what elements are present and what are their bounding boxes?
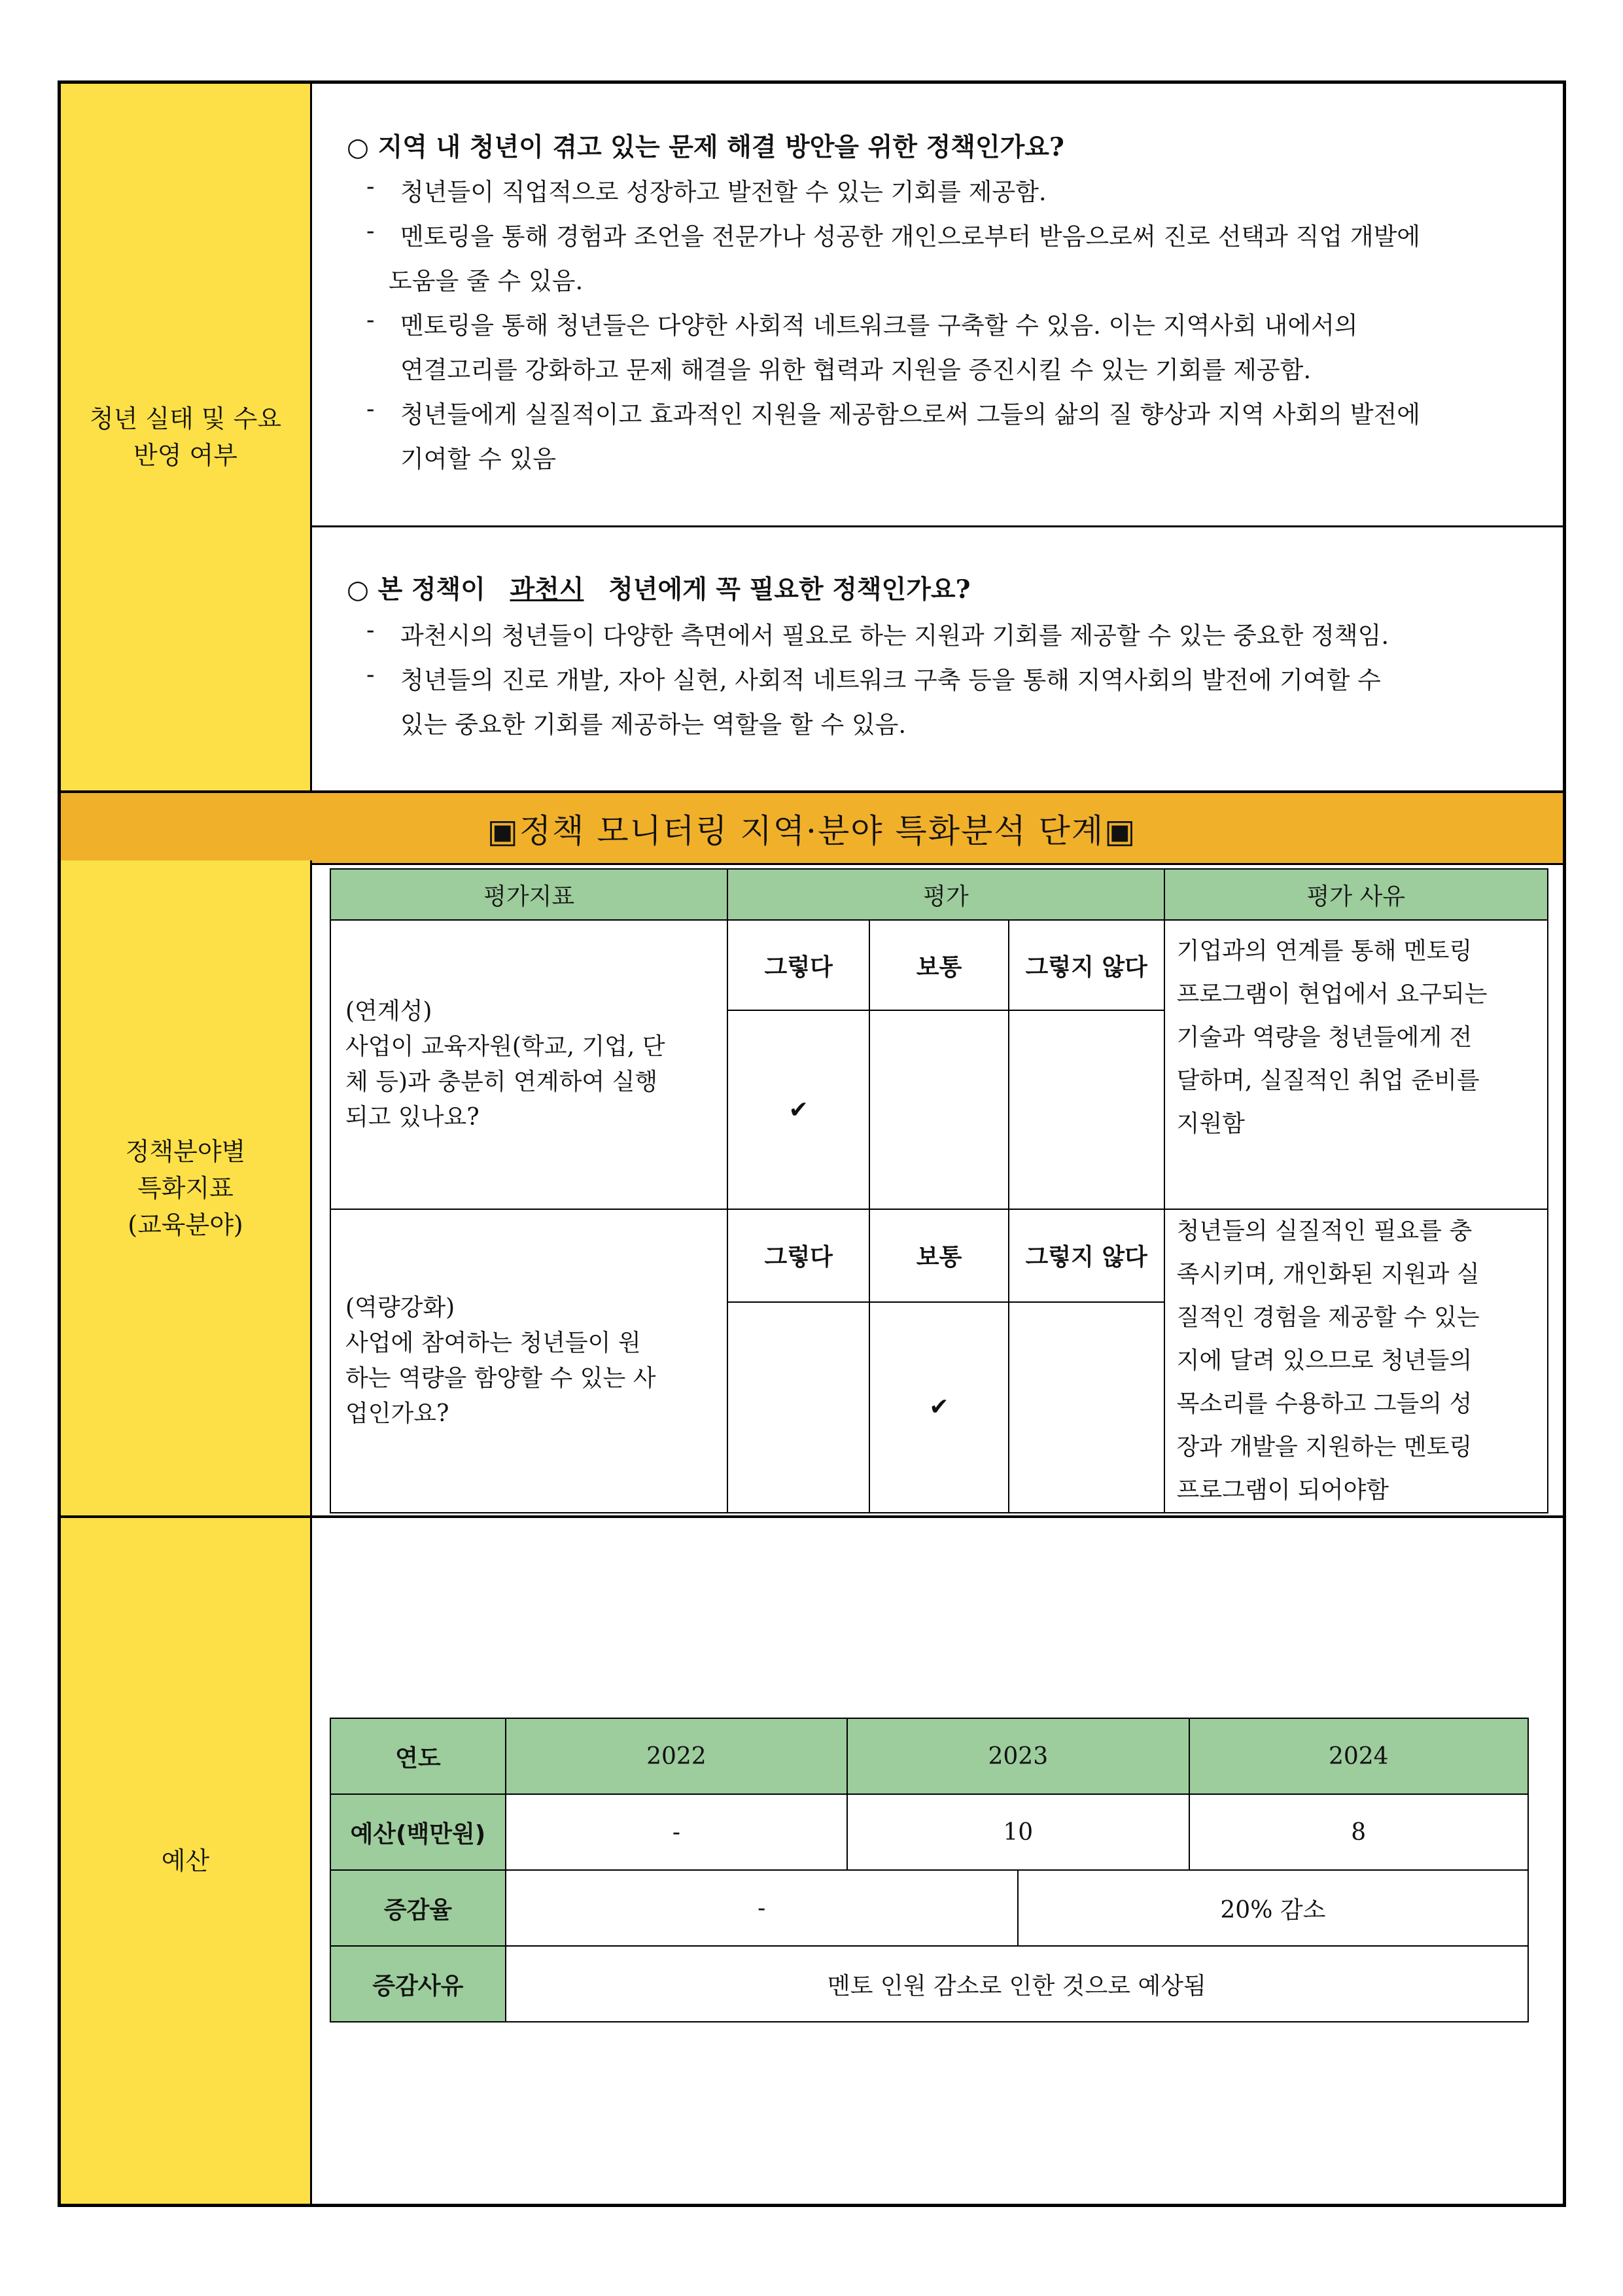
change-rate-2: 20% 감소 <box>1018 1870 1528 1946</box>
section-field-indicator-label <box>61 860 312 1515</box>
indicator-connectivity: (연계성) 사업이 교육자원(학교, 기업, 단 체 등)과 충분히 연계하여 실행 되고 있나요? <box>330 920 727 1209</box>
bullet-6-cont: 있는 중요한 기회를 제공하는 역할을 할 수 있음. <box>400 711 907 739</box>
question-2: ○ 본 정책이 과천시 청년에게 꼭 필요한 정책인가요? <box>347 574 971 605</box>
change-reason: 멘토 인원 감소로 인한 것으로 예상됨 <box>506 1946 1528 2022</box>
check-mark-icon: ✔ <box>869 1302 1009 1513</box>
check-mark-icon: ✔ <box>727 1010 869 1209</box>
change-rate-1: - <box>506 1870 1018 1946</box>
header-change-reason: 증감사유 <box>330 1946 506 2022</box>
budget-2024: 8 <box>1189 1794 1528 1870</box>
section-field-indicator <box>61 860 1563 1518</box>
section-budget-label: 예산 <box>61 1518 312 2204</box>
indicator-table-area <box>310 860 1563 1515</box>
city-name: 과천시 <box>510 574 584 605</box>
option-yes: 그렇다 <box>727 1209 869 1302</box>
header-budget: 예산(백만원) <box>330 1794 506 1870</box>
empty-cell <box>1009 1302 1164 1513</box>
empty-cell <box>1009 1010 1164 1209</box>
header-reason: 평가 사유 <box>1164 869 1548 920</box>
bullet-5: - 과천시의 청년들이 다양한 측면에서 필요로 하는 지원과 기회를 제공할 수 있는 중요한 정책임. <box>366 616 1389 650</box>
label-line: (교육분야) <box>128 1210 243 1239</box>
section-banner: ▣정책 모니터링 지역·분야 특화분석 단계▣ <box>61 790 1563 865</box>
question-1: ○ 지역 내 청년이 겪고 있는 문제 해결 방안을 위한 정책인가요? <box>347 132 1064 162</box>
header-change-rate: 증감율 <box>330 1870 506 1946</box>
header-indicator: 평가지표 <box>330 869 727 920</box>
budget-table-area <box>310 1518 1563 2204</box>
option-neutral: 보통 <box>869 1209 1009 1302</box>
document-frame <box>58 80 1566 2207</box>
label-line: 특화지표 <box>137 1173 234 1203</box>
section-youth-demand <box>61 84 1563 790</box>
header-evaluation: 평가 <box>727 869 1164 920</box>
option-neutral: 보통 <box>869 920 1009 1010</box>
budget-2023: 10 <box>847 1794 1189 1870</box>
reason-connectivity: 기업과의 연계를 통해 멘토링 프로그램이 현업에서 요구되는 기술과 역량을 청년들에게 전 달하며, 실질적인 취업 준비를 지원함 <box>1164 920 1548 1209</box>
bullet-1: - 청년들이 직업적으로 성장하고 발전할 수 있는 기회를 제공함. <box>366 172 1047 206</box>
bullet-6: - 청년들의 진로 개발, 자아 실현, 사회적 네트워크 구축 등을 통해 지역사회의 발전에 기여할 수 <box>366 660 1381 694</box>
header-year: 연도 <box>330 1718 506 1794</box>
section-divider <box>310 525 1563 527</box>
empty-cell <box>869 1010 1009 1209</box>
option-no: 그렇지 않다 <box>1009 920 1164 1010</box>
year-2023: 2023 <box>847 1718 1189 1794</box>
bullet-4: - 청년들에게 실질적이고 효과적인 지원을 제공함으로써 그들의 삶의 질 향상과 지역 사회의 발전에 <box>366 395 1421 429</box>
section-youth-demand-content <box>310 84 1563 790</box>
empty-cell <box>727 1302 869 1513</box>
bullet-2: - 멘토링을 통해 경험과 조언을 전문가나 성공한 개인으로부터 받음으로써 진로 선택과 직업 개발에 <box>366 217 1421 251</box>
section-youth-demand-label <box>61 84 312 790</box>
budget-table <box>330 1718 1529 2022</box>
indicator-table <box>330 868 1548 1513</box>
bullet-4-cont: 기여할 수 있음 <box>400 445 556 473</box>
label-line: 반영 여부 <box>133 441 237 470</box>
reason-capacity: 청년들의 실질적인 필요를 충 족시키며, 개인화된 지원과 실 질적인 경험을 제공할 수 있는 지에 달려 있으므로 청년들의 목소리를 수용하고 그들의 성 장과 개발을 지원하는 멘토링 프로그램이 되어야함 <box>1164 1209 1548 1513</box>
label-line: 정책분야별 <box>125 1137 246 1166</box>
indicator-capacity: (역량강화) 사업에 참여하는 청년들이 원 하는 역량을 함양할 수 있는 사 업인가요? <box>330 1209 727 1513</box>
budget-2022: - <box>506 1794 847 1870</box>
option-yes: 그렇다 <box>727 920 869 1010</box>
bullet-3-cont: 연결고리를 강화하고 문제 해결을 위한 협력과 지원을 증진시킬 수 있는 기회를 제공함. <box>400 356 1312 384</box>
bullet-2-cont: 도움을 줄 수 있음. <box>389 267 584 295</box>
label-line: 청년 실태 및 수요 <box>89 404 282 433</box>
year-2024: 2024 <box>1189 1718 1528 1794</box>
year-2022: 2022 <box>506 1718 847 1794</box>
section-budget <box>61 1518 1563 2204</box>
bullet-3: - 멘토링을 통해 청년들은 다양한 사회적 네트워크를 구축할 수 있음. 이는 지역사회 내에서의 <box>366 306 1358 340</box>
option-no: 그렇지 않다 <box>1009 1209 1164 1302</box>
